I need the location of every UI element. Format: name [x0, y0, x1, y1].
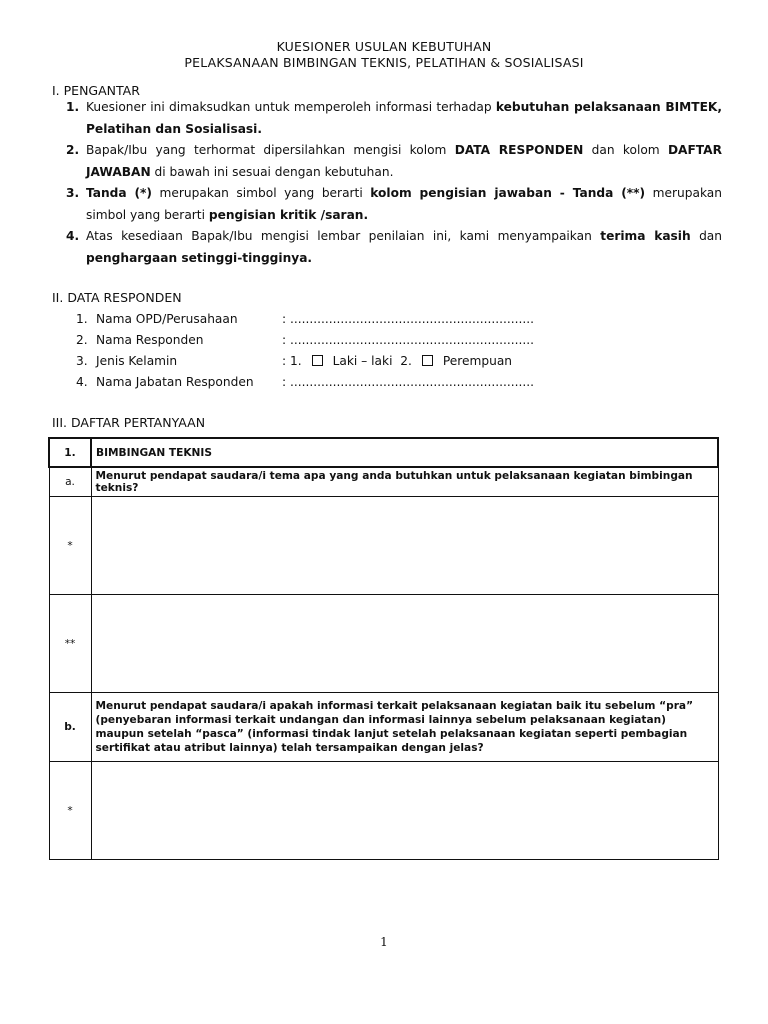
intro-item: [66, 97, 722, 140]
page-number: 1: [380, 935, 388, 949]
item-text: Kuesioner ini dimaksudkan untuk memperoleh informasi terhadap: [86, 100, 496, 114]
answer-marker: *: [49, 497, 91, 595]
field-value-blank[interactable]: : ...............................................................: [282, 312, 535, 326]
field-label: Nama Jabatan Responden: [96, 375, 254, 389]
critique-field[interactable]: [91, 595, 718, 693]
respondent-row: [76, 333, 596, 351]
answer-field[interactable]: [91, 497, 718, 595]
row-number: 2.: [76, 333, 88, 347]
question-text: Menurut pendapat saudara/i apakah informasi terkait pelaksanaan kegiatan baik itu sebelum “pra” (penyebaran informasi terkait undangan dan informasi lainnya sebelum pelaksanaan kegiatan) maupun setelah “pasca” (informasi tindak lanjut setelah pelaksanaan kegiatan seperti pembagian sertifikat atau atribut lainnya) telah tersampaikan dengan jelas?: [91, 693, 718, 762]
row-number: 1.: [76, 312, 88, 326]
item-text: dan kolom: [583, 143, 668, 157]
question-letter: b.: [49, 693, 91, 762]
answer-row: [49, 762, 718, 860]
critique-marker: **: [49, 595, 91, 693]
document-title-line2: PELAKSANAAN BIMBINGAN TEKNIS, PELATIHAN & SOSIALISASI: [184, 55, 584, 70]
respondent-row: [76, 312, 596, 330]
field-value-blank[interactable]: : ...............................................................: [282, 375, 535, 389]
document-title-line1: KUESIONER USULAN KEBUTUHAN: [276, 39, 492, 54]
section-heading-daftar-pertanyaan: III. DAFTAR PERTANYAAN: [52, 415, 206, 430]
checkbox-male[interactable]: [312, 355, 323, 366]
question-table: [48, 437, 719, 860]
item-text-bold: DATA RESPONDEN: [454, 143, 584, 157]
intro-list: [66, 97, 722, 269]
intro-item: [66, 140, 722, 183]
gender-options: [282, 354, 512, 368]
respondent-row: [76, 354, 596, 372]
item-text-bold: pengisian kritik /saran.: [208, 207, 369, 222]
answer-row: [49, 497, 718, 595]
field-label: Nama Responden: [96, 333, 204, 347]
header-number: 1.: [49, 438, 91, 467]
question-text: Menurut pendapat saudara/i tema apa yang anda butuhkan untuk pelaksanaan kegiatan bimbingan teknis?: [91, 467, 718, 497]
answer-marker: *: [49, 762, 91, 860]
item-text-bold: penghargaan setinggi-tingginya.: [86, 250, 313, 265]
item-number: 4.: [66, 229, 80, 243]
item-text-bold: terima kasih: [600, 229, 691, 243]
item-text: merupakan simbol yang berarti: [86, 186, 722, 222]
item-text: Atas kesediaan Bapak/Ibu mengisi lembar penilaian ini, kami menyampaikan: [86, 229, 601, 243]
option-number: 2.: [400, 354, 412, 368]
answer-field[interactable]: [91, 762, 718, 860]
section-heading-pengantar: I. PENGANTAR: [52, 83, 140, 98]
section-heading-data-responden: II. DATA RESPONDEN: [52, 290, 182, 305]
field-label: Nama OPD/Perusahaan: [96, 312, 238, 326]
respondent-row: [76, 375, 596, 393]
intro-item: [66, 183, 722, 226]
question-row-b: [49, 693, 718, 762]
item-text-bold: Tanda (*): [86, 186, 153, 200]
item-text: merupakan simbol yang berarti: [152, 186, 371, 200]
field-label: Jenis Kelamin: [96, 354, 178, 368]
item-number: 2.: [66, 143, 80, 157]
item-number: 3.: [66, 186, 80, 200]
item-text-bold: DAFTAR JAWABAN: [86, 143, 722, 179]
item-text: Bapak/Ibu yang terhormat dipersilahkan mengisi kolom: [86, 143, 455, 157]
intro-item: [66, 226, 722, 269]
item-text: dan: [690, 229, 723, 243]
item-text: di bawah ini sesuai dengan kebutuhan.: [150, 164, 394, 179]
row-number: 3.: [76, 354, 88, 368]
table-header-row: [49, 438, 718, 467]
critique-row: [49, 595, 718, 693]
row-number: 4.: [76, 375, 88, 389]
option-male-label: Laki – laki: [332, 354, 393, 368]
option-female-label: Perempuan: [442, 354, 513, 368]
header-title: BIMBINGAN TEKNIS: [91, 438, 718, 467]
question-letter: a.: [49, 467, 91, 497]
item-text-bold: kebutuhan pelaksanaan BIMTEK, Pelatihan dan Sosialisasi.: [86, 100, 722, 136]
question-row-a: [49, 467, 718, 497]
item-number: 1.: [66, 100, 80, 114]
checkbox-female[interactable]: [422, 355, 433, 366]
item-text-bold: kolom pengisian jawaban - Tanda (**): [370, 186, 646, 200]
option-prefix: : 1.: [282, 354, 302, 368]
field-value-blank[interactable]: : ...............................................................: [282, 333, 535, 347]
